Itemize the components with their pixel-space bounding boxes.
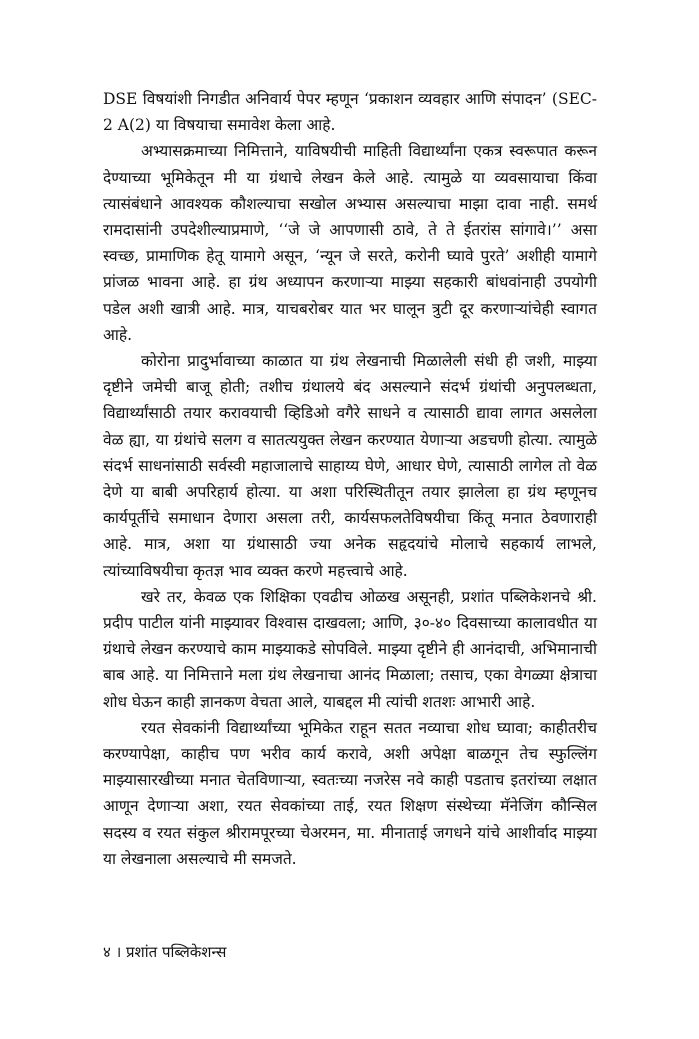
page-body [103, 86, 597, 872]
paragraph-acknowledgement-publisher: खरे तर, केवळ एक शिक्षिका एवढीच ओळख असूनही, प्रशांत पब्लिकेशनचे श्री. प्रदीप पाटील यांनी माझ्यावर विश्वास दाखवला; आणि, ३०-४० दिवसाच्या कालावधीत या ग्रंथाचे लेखन करण्याचे काम माझ्याकडे सोपविले. माझ्या दृष्टीने ही आनंदाची, अभिमानाची बाब आहे. या निमित्ताने मला ग्रंथ लेखनाचा आनंद मिळाला; तसाच, एका वेगळ्या क्षेत्राचा शोध घेऊन काही ज्ञानकण वेचता आले, याबद्दल मी त्यांची शतशः आभारी आहे. [103, 587, 597, 711]
paragraph-acknowledgement-mentor: रयत सेवकांनी विद्यार्थ्यांच्या भूमिकेत राहून सतत नव्याचा शोध घ्यावा; काहीतरीच करण्यापेक्षा, काहीच पण भरीव कार्य करावे, अशी अपेक्षा बाळगून तेच स्फुल्लिंग माझ्यासारखीच्या मनात चेतविणाऱ्या, स्वतःच्या नजरेस नवे काही पडताच इतरांच्या लक्षात आणून देणाऱ्या अशा, रयत सेवकांच्या ताई, रयत शिक्षण संस्थेच्या मॅनेजिंग कौन्सिल सदस्य व रयत संकुल श्रीरामपूरच्या चेअरमन, मा. मीनाताई जगधने यांचे आशीर्वाद माझ्या या लेखनाला असल्याचे मी समजते. [103, 718, 597, 868]
paragraph-syllabus-note: DSE विषयांशी निगडीत अनिवार्य पेपर म्हणून ‘प्रकाशन व्यवहार आणि संपादन’ (SEC-2 A(2) या विषयाचा समावेश केला आहे. [103, 90, 597, 135]
paragraph-purpose: अभ्यासक्रमाच्या निमित्ताने, याविषयीची माहिती विद्यार्थ्यांना एकत्र स्वरूपात करून देण्याच्या भूमिकेतून मी या ग्रंथाचे लेखन केले आहे. त्यामुळे या व्यवसायाचा किंवा त्यासंबंधाने आवश्यक कौशल्याचा सखोल अभ्यास असल्याचा माझा दावा नाही. समर्थ रामदासांनी उपदेशील्याप्रमाणे, ‘‘जे जे आपणासी ठावे, ते ते ईतरांस सांगावे।’’ असा स्वच्छ, प्रामाणिक हेतू यामागे असून, ‘न्यून जे सरते, करोनी घ्यावे पुरते’ अशीही यामागे प्रांजळ भावना आहे. हा ग्रंथ अध्यापन करणाऱ्या माझ्या सहकारी बांधवांनाही उपयोगी पडेल अशी खात्री आहे. मात्र, याचबरोबर यात भर घालून त्रुटी दूर करणाऱ्यांचेही स्वागत आहे. [103, 142, 597, 344]
paragraph-corona-context: कोरोना प्रादुर्भावाच्या काळात या ग्रंथ लेखनाची मिळालेली संधी ही जशी, माझ्या दृष्टीने जमेची बाजू होती; तशीच ग्रंथालये बंद असल्याने संदर्भ ग्रंथांची अनुपलब्धता, विद्यार्थ्यांसाठी तयार करावयाची व्हिडिओ वगैरे साधने व त्यासाठी द्यावा लागत असलेला वेळ ह्या, या ग्रंथांचे सलग व सातत्ययुक्त लेखन करण्यात येणाऱ्या अडचणी होत्या. त्यामुळे संदर्भ साधनांसाठी सर्वस्वी महाजालाचे साहाय्य घेणे, आधार घेणे, त्यासाठी लागेल तो वेळ देणे या बाबी अपरिहार्य होत्या. या अशा परिस्थितीतून तयार झालेला हा ग्रंथ म्हणूनच कार्यपूर्तीचे समाधान देणारा असला तरी, कार्यसफलतेविषयीचा किंतू मनात ठेवणाराही आहे. मात्र, अशा या ग्रंथासाठी ज्या अनेक सहृदयांचे मोलाचे सहकार्य लाभले, त्यांच्याविषयीचा कृतज्ञ भाव व्यक्त करणे महत्त्वाचे आहे. [103, 352, 597, 580]
page-footer: ४ । प्रशांत पब्लिकेशन्स [103, 943, 227, 961]
